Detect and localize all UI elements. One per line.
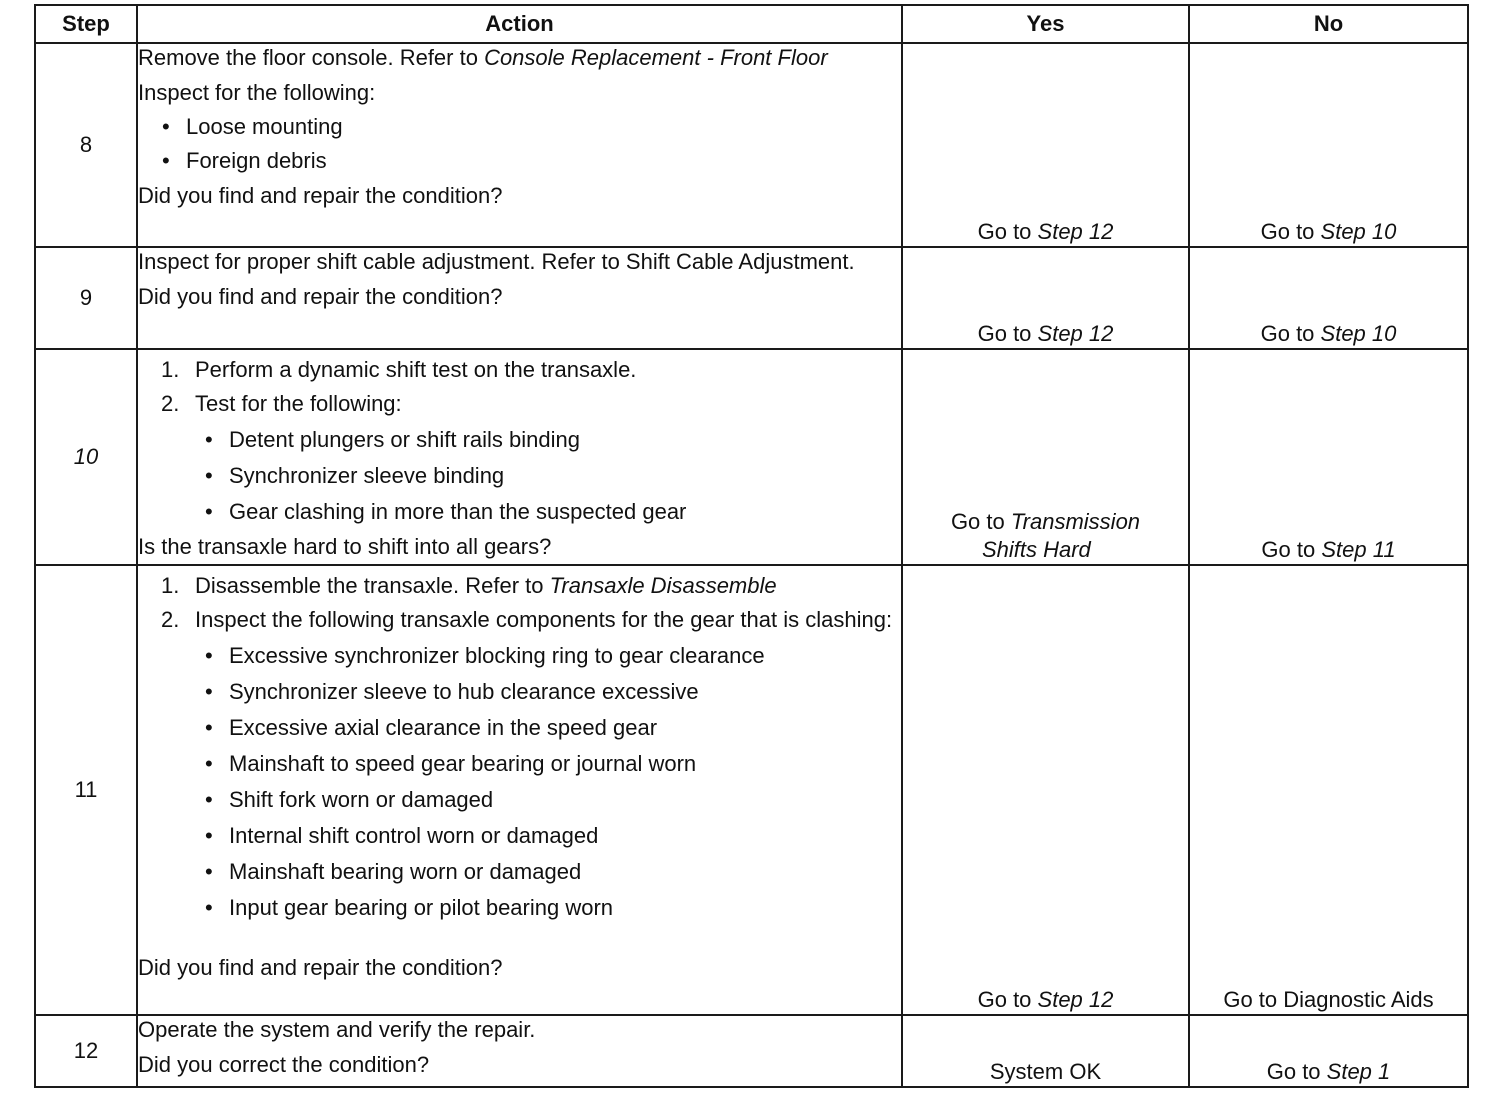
numbered-item: 2. Test for the following: bbox=[161, 391, 402, 416]
action-question: Did you correct the condition? bbox=[138, 1052, 430, 1077]
header-no: No bbox=[1189, 5, 1468, 43]
action-cell bbox=[137, 349, 902, 565]
action-question: Is the transaxle hard to shift into all gears? bbox=[138, 534, 552, 559]
numbered-item: 1. Disassemble the transaxle. Refer to Transaxle Disassemble bbox=[161, 573, 777, 598]
yes-cell: Go to Step 12 bbox=[902, 247, 1189, 349]
action-cell bbox=[137, 247, 902, 349]
step-number: 12 bbox=[35, 1015, 137, 1087]
header-action: Action bbox=[137, 5, 902, 43]
action-cell bbox=[137, 43, 902, 247]
list-item: • Input gear bearing or pilot bearing worn bbox=[138, 894, 901, 922]
numbered-item: 1. Perform a dynamic shift test on the transaxle. bbox=[161, 357, 637, 382]
list-item: • Synchronizer sleeve to hub clearance excessive bbox=[138, 678, 901, 706]
header-step: Step bbox=[35, 5, 137, 43]
yes-cell: Go to Step 12 bbox=[902, 565, 1189, 1015]
list-item: • Loose mounting bbox=[138, 113, 901, 141]
table-row-step-11 bbox=[35, 565, 1468, 1015]
numbered-item: 2. Inspect the following transaxle components for the gear that is clashing: bbox=[161, 607, 893, 632]
no-cell: Go to Diagnostic Aids bbox=[1189, 565, 1468, 1015]
list-item: • Excessive synchronizer blocking ring to gear clearance bbox=[138, 642, 901, 670]
list-item: • Foreign debris bbox=[138, 147, 901, 175]
step-number: 9 bbox=[35, 247, 137, 349]
action-instruction: Remove the floor console. Refer to Console Replacement - Front Floor bbox=[138, 45, 828, 70]
table-row-step-9 bbox=[35, 247, 1468, 349]
yes-cell: Go to Transmission Shifts Hard bbox=[902, 349, 1189, 565]
list-item: • Detent plungers or shift rails binding bbox=[138, 426, 901, 454]
list-item: • Mainshaft bearing worn or damaged bbox=[138, 858, 901, 886]
action-instruction: Operate the system and verify the repair. bbox=[138, 1017, 536, 1042]
list-item: • Gear clashing in more than the suspected gear bbox=[138, 498, 901, 526]
table-row-step-12 bbox=[35, 1015, 1468, 1087]
action-question: Did you find and repair the condition? bbox=[138, 284, 503, 309]
diagnostic-table bbox=[34, 4, 1469, 1088]
header-yes: Yes bbox=[902, 5, 1189, 43]
header-row bbox=[35, 5, 1468, 43]
yes-cell: System OK bbox=[902, 1015, 1189, 1087]
action-inspect-label: Inspect for the following: bbox=[138, 80, 376, 105]
list-item: • Synchronizer sleeve binding bbox=[138, 462, 901, 490]
action-question: Did you find and repair the condition? bbox=[138, 955, 503, 980]
list-item: • Excessive axial clearance in the speed gear bbox=[138, 714, 901, 742]
no-cell: Go to Step 10 bbox=[1189, 43, 1468, 247]
no-cell: Go to Step 11 bbox=[1189, 349, 1468, 565]
action-cell bbox=[137, 565, 902, 1015]
step-number: 11 bbox=[35, 565, 137, 1015]
list-item: • Internal shift control worn or damaged bbox=[138, 822, 901, 850]
no-cell: Go to Step 10 bbox=[1189, 247, 1468, 349]
action-question: Did you find and repair the condition? bbox=[138, 183, 503, 208]
action-instruction: Inspect for proper shift cable adjustment. Refer to Shift Cable Adjustment. bbox=[138, 249, 855, 274]
step-number: 8 bbox=[35, 43, 137, 247]
table-row-step-10 bbox=[35, 349, 1468, 565]
step-number: 10 bbox=[35, 349, 137, 565]
list-item: • Shift fork worn or damaged bbox=[138, 786, 901, 814]
yes-cell: Go to Step 12 bbox=[902, 43, 1189, 247]
no-cell: Go to Step 1 bbox=[1189, 1015, 1468, 1087]
table-row-step-8 bbox=[35, 43, 1468, 247]
action-cell bbox=[137, 1015, 902, 1087]
list-item: • Mainshaft to speed gear bearing or journal worn bbox=[138, 750, 901, 778]
